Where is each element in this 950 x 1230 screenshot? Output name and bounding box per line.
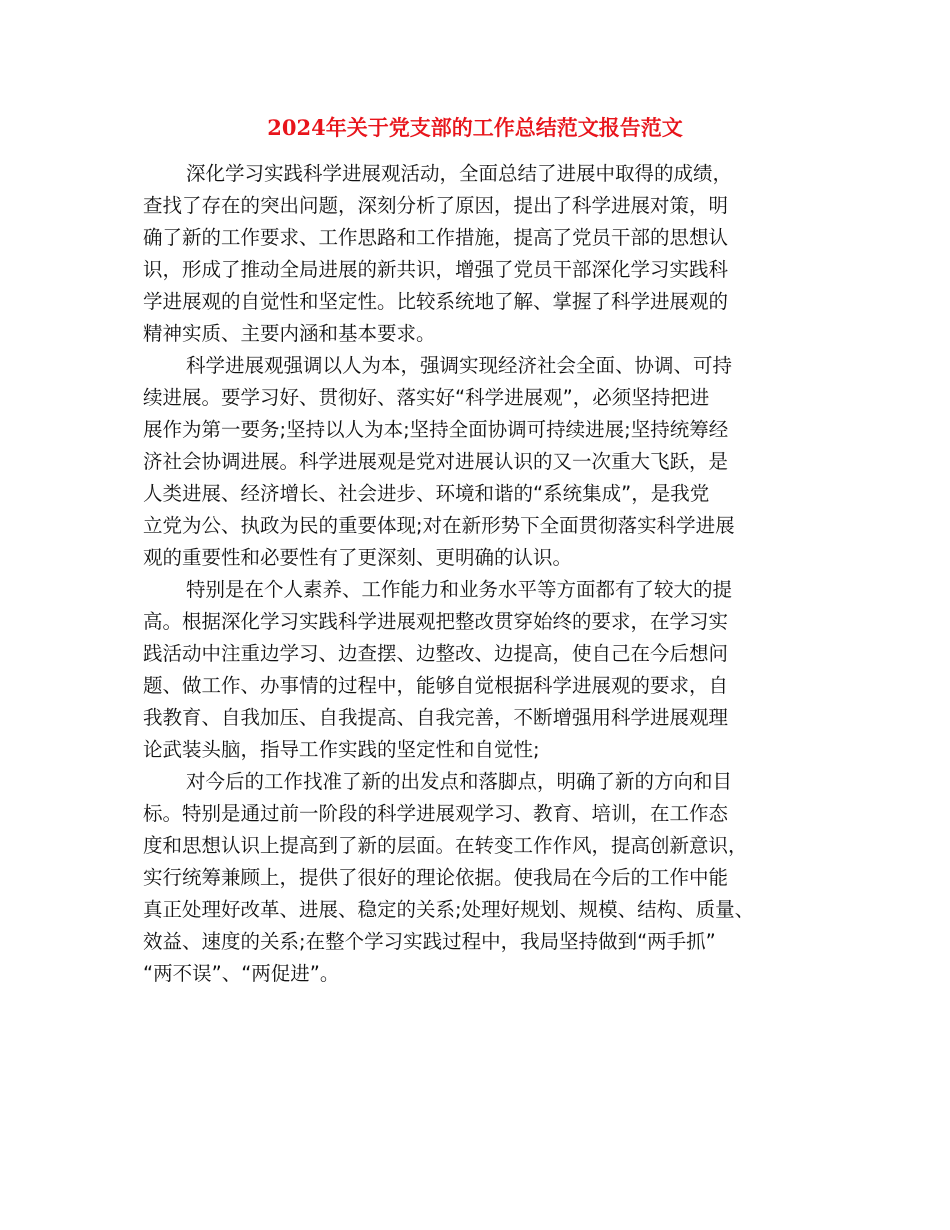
paragraph-line: 题、做工作、办事情的过程中，能够自觉根据科学进展观的要求，自 <box>143 674 729 697</box>
paragraph-line: 观的重要性和必要性有了更深刻、更明确的认识。 <box>143 546 573 569</box>
paragraph-line: 深化学习实践科学进展观活动，全面总结了进展中取得的成绩， <box>186 162 733 185</box>
paragraph-line: 高。根据深化学习实践科学进展观把整改贯穿始终的要求，在学习实 <box>143 610 729 633</box>
paragraph-line: 人类进展、经济增长、社会进步、环境和谐的“系统集成”，是我党 <box>143 482 710 505</box>
paragraph-line: 标。特别是通过前一阶段的科学进展观学习、教育、培训，在工作态 <box>143 802 729 825</box>
paragraph-line: 济社会协调进展。科学进展观是党对进展认识的又一次重大飞跃，是 <box>143 450 729 473</box>
document-title: 2024年关于党支部的工作总结范文报告范文 <box>267 115 683 140</box>
paragraph-line: 对今后的工作找准了新的出发点和落脚点，明确了新的方向和目 <box>186 770 733 793</box>
paragraph-line: 论武装头脑，指导工作实践的坚定性和自觉性; <box>143 738 540 761</box>
paragraph-line: 展作为第一要务;坚持以人为本;坚持全面协调可持续进展;坚持统筹经 <box>143 418 729 441</box>
paragraph-line: 真正处理好改革、进展、稳定的关系;处理好规划、规模、结构、质量、 <box>143 898 755 921</box>
paragraph-line: 识，形成了推动全局进展的新共识，增强了党员干部深化学习实践科 <box>143 258 729 281</box>
paragraph-line: 效益、速度的关系;在整个学习实践过程中，我局坚持做到“两手抓” <box>143 930 716 953</box>
paragraph-1 <box>143 158 808 350</box>
paragraph-line: “两不误”、“两促进”。 <box>143 962 340 985</box>
paragraph-line: 特别是在个人素养、工作能力和业务水平等方面都有了较大的提 <box>186 578 733 601</box>
paragraph-line: 践活动中注重边学习、边查摆、边整改、边提高，使自己在今后想问 <box>143 642 729 665</box>
paragraph-line: 精神实质、主要内涵和基本要求。 <box>143 322 436 345</box>
paragraph-line: 立党为公、执政为民的重要体现;对在新形势下全面贯彻落实科学进展 <box>143 514 735 537</box>
paragraph-2 <box>143 350 808 574</box>
paragraph-4 <box>143 766 808 990</box>
paragraph-line: 我教育、自我加压、自我提高、自我完善，不断增强用科学进展观理 <box>143 706 729 729</box>
paragraph-line: 确了新的工作要求、工作思路和工作措施，提高了党员干部的思想认 <box>143 226 729 249</box>
paragraph-3 <box>143 574 808 766</box>
paragraph-line: 实行统筹兼顾上，提供了很好的理论依据。使我局在今后的工作中能 <box>143 866 729 889</box>
document-body <box>143 158 808 990</box>
paragraph-line: 学进展观的自觉性和坚定性。比较系统地了解、掌握了科学进展观的 <box>143 290 729 313</box>
paragraph-line: 查找了存在的突出问题，深刻分析了原因，提出了科学进展对策，明 <box>143 194 729 217</box>
paragraph-line: 科学进展观强调以人为本，强调实现经济社会全面、协调、可持 <box>186 354 733 377</box>
paragraph-line: 续进展。要学习好、贯彻好、落实好“科学进展观”，必须坚持把进 <box>143 386 710 409</box>
paragraph-line: 度和思想认识上提高到了新的层面。在转变工作作风，提高创新意识， <box>143 834 748 857</box>
